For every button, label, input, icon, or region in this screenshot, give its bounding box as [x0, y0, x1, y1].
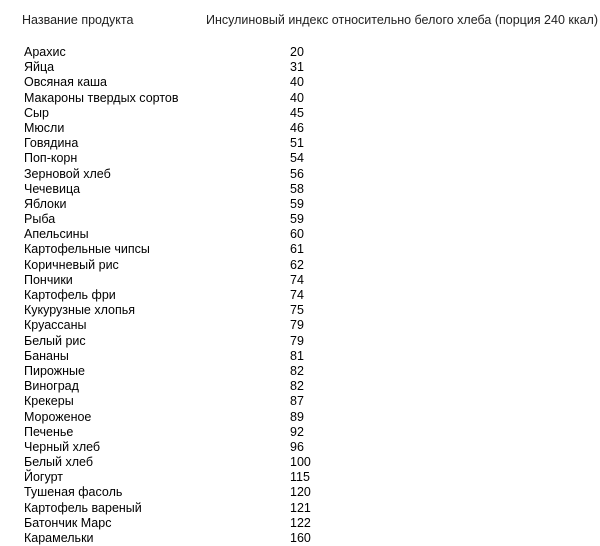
insulin-index-value: 122	[290, 515, 311, 530]
product-name: Говядина	[24, 136, 79, 151]
table-row	[0, 501, 600, 516]
table-row	[0, 167, 600, 182]
insulin-index-value: 79	[290, 333, 304, 348]
product-name: Овсяная каша	[24, 75, 108, 90]
product-name: Яблоки	[24, 196, 67, 211]
insulin-index-value: 56	[290, 166, 304, 181]
insulin-index-value: 46	[290, 120, 304, 135]
column-header-product-name: Название продукта	[22, 13, 134, 27]
insulin-index-value: 100	[290, 455, 311, 470]
insulin-index-value: 54	[290, 151, 304, 166]
table-row	[0, 212, 600, 227]
table-row	[0, 318, 600, 333]
insulin-index-value: 45	[290, 105, 304, 120]
table-row	[0, 485, 600, 500]
insulin-index-value: 51	[290, 136, 304, 151]
product-name: Батончик Марс	[24, 515, 112, 530]
product-name: Апельсины	[24, 227, 89, 242]
insulin-index-value: 31	[290, 60, 304, 75]
product-name: Карамельки	[24, 531, 94, 545]
product-name: Черный хлеб	[24, 439, 101, 454]
table-row	[0, 273, 600, 288]
insulin-index-value: 20	[290, 45, 304, 59]
insulin-index-value: 121	[290, 500, 311, 515]
insulin-index-value: 89	[290, 409, 304, 424]
table-body	[0, 45, 600, 546]
insulin-index-value: 115	[290, 470, 310, 485]
insulin-index-value: 40	[290, 75, 304, 90]
insulin-index-value: 74	[290, 288, 304, 302]
insulin-index-value: 160	[290, 531, 311, 545]
insulin-index-value: 59	[290, 196, 304, 211]
insulin-index-value: 79	[290, 318, 304, 333]
table-row	[0, 303, 600, 318]
table-row	[0, 288, 600, 303]
table-row	[0, 349, 600, 364]
product-name: Круассаны	[24, 318, 87, 333]
table-row	[0, 242, 600, 257]
product-name: Сыр	[24, 105, 49, 120]
column-header-insulin-index: Инсулиновый индекс относительно белого хлеба (порция 240 ккал)	[206, 13, 599, 27]
product-name: Крекеры	[24, 394, 74, 409]
insulin-index-value: 87	[290, 394, 304, 409]
table-header	[0, 13, 600, 31]
table-row	[0, 440, 600, 455]
product-name: Кукурузные хлопья	[24, 303, 136, 318]
insulin-index-value: 40	[290, 90, 304, 105]
table-row	[0, 75, 600, 90]
table-row	[0, 394, 600, 409]
table-row	[0, 379, 600, 394]
product-name: Йогурт	[24, 470, 64, 485]
table-row	[0, 182, 600, 197]
table-row	[0, 334, 600, 349]
product-name: Картофель вареный	[24, 500, 142, 515]
table-row	[0, 227, 600, 242]
product-name: Арахис	[24, 45, 66, 59]
table-row	[0, 425, 600, 440]
insulin-index-value: 92	[290, 424, 304, 439]
table-row	[0, 197, 600, 212]
product-name: Белый хлеб	[24, 455, 93, 470]
insulin-index-value: 62	[290, 257, 304, 272]
insulin-index-value: 81	[290, 348, 304, 363]
product-name: Пирожные	[24, 363, 85, 378]
product-name: Мюсли	[24, 120, 65, 135]
product-name: Виноград	[24, 379, 79, 394]
product-name: Рыба	[24, 212, 56, 227]
table-row	[0, 516, 600, 531]
insulin-index-value: 61	[290, 242, 304, 257]
insulin-index-value: 82	[290, 379, 304, 394]
product-name: Пончики	[24, 272, 73, 287]
table-row	[0, 258, 600, 273]
table-row	[0, 470, 600, 485]
product-name: Зерновой хлеб	[24, 166, 111, 181]
insulin-index-value: 60	[290, 227, 304, 242]
insulin-index-value: 96	[290, 439, 304, 454]
insulin-index-value: 59	[290, 212, 304, 227]
product-name: Картофель фри	[24, 288, 116, 302]
product-name: Макароны твердых сортов	[24, 90, 179, 105]
product-name: Поп-корн	[24, 151, 78, 166]
table-row	[0, 121, 600, 136]
insulin-index-value: 82	[290, 363, 304, 378]
product-name: Тушеная фасоль	[24, 485, 123, 500]
table-row	[0, 151, 600, 166]
table-row	[0, 455, 600, 470]
product-name: Белый рис	[24, 333, 86, 348]
insulin-index-value: 75	[290, 303, 304, 318]
table-row	[0, 45, 600, 60]
product-name: Коричневый рис	[24, 257, 119, 272]
product-name: Печенье	[24, 424, 74, 439]
product-name: Яйца	[24, 60, 55, 75]
table-row	[0, 364, 600, 379]
product-name: Чечевица	[24, 181, 81, 196]
insulin-index-value: 120	[290, 485, 311, 500]
table-row	[0, 136, 600, 151]
product-name: Картофельные чипсы	[24, 242, 150, 257]
insulin-index-value: 74	[290, 272, 304, 287]
product-name: Мороженое	[24, 409, 92, 424]
table-row	[0, 60, 600, 75]
table-row	[0, 91, 600, 106]
table-row	[0, 531, 600, 546]
table-row	[0, 106, 600, 121]
insulin-index-value: 58	[290, 181, 304, 196]
product-name: Бананы	[24, 348, 69, 363]
table-row	[0, 410, 600, 425]
